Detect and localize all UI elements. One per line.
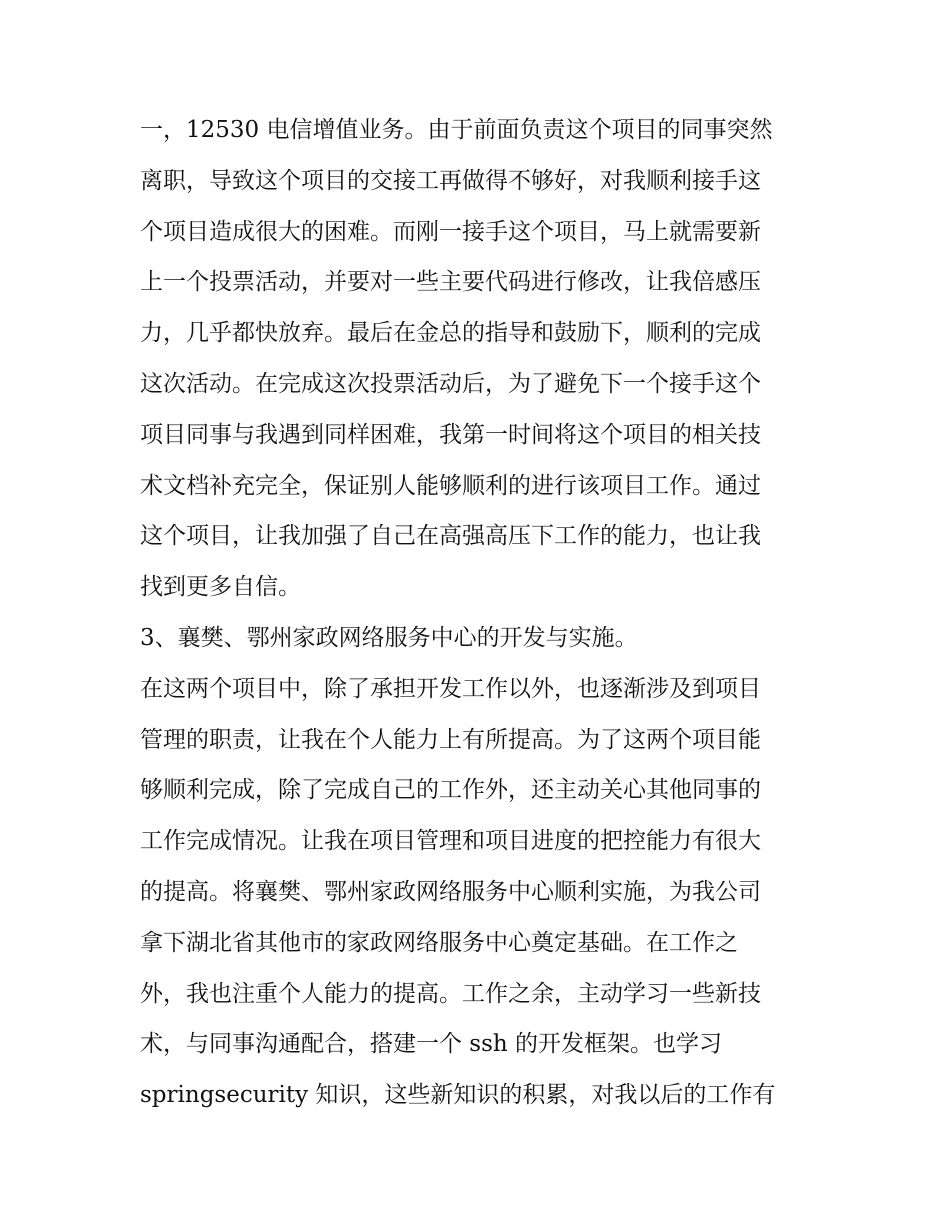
text-line: 管理的职责，让我在个人能力上有所提高。为了这两个项目能 — [140, 726, 761, 753]
text-line: 个项目造成很大的困难。而刚一接手这个项目，马上就需要新 — [140, 218, 761, 245]
text-line: 术文档补充完全，保证别人能够顺利的进行该项目工作。通过 — [140, 472, 761, 499]
document-body — [140, 105, 820, 1121]
text-line: 拿下湖北省其他市的家政网络服务中心奠定基础。在工作之 — [140, 929, 738, 956]
text-line: 的提高。将襄樊、鄂州家政网络服务中心顺利实施，为我公司 — [140, 878, 761, 905]
text-line: 力，几乎都快放弃。最后在金总的指导和鼓励下，顺利的完成 — [140, 320, 761, 347]
text-line: 上一个投票活动，并要对一些主要代码进行修改，让我倍感压 — [140, 269, 761, 296]
text-line: springsecurity 知识，这些新知识的积累，对我以后的工作有 — [140, 1082, 776, 1109]
text-line: 找到更多自信。 — [140, 574, 301, 601]
text-line: 这次活动。在完成这次投票活动后，为了避免下一个接手这个 — [140, 370, 761, 397]
text-line: 在这两个项目中，除了承担开发工作以外，也逐渐涉及到项目 — [140, 675, 761, 702]
text-line: 离职，导致这个项目的交接工再做得不够好，对我顺利接手这 — [140, 167, 761, 194]
text-line: 术，与同事沟通配合，搭建一个 ssh 的开发框架。也学习 — [140, 1031, 723, 1058]
text-line: 外，我也注重个人能力的提高。工作之余，主动学习一些新技 — [140, 980, 761, 1007]
text-line: 这个项目，让我加强了自己在高强高压下工作的能力，也让我 — [140, 523, 761, 550]
text-line: 够顺利完成，除了完成自己的工作外，还主动关心其他同事的 — [140, 777, 761, 804]
section-heading: 3、襄樊、鄂州家政网络服务中心的开发与实施。 — [140, 624, 638, 651]
text-line: 一，12530 电信增值业务。由于前面负责这个项目的同事突然 — [140, 117, 773, 143]
text-line: 项目同事与我遇到同样困难，我第一时间将这个项目的相关技 — [140, 421, 761, 448]
text-line: 工作完成情况。让我在项目管理和项目进度的把控能力有很大 — [140, 828, 761, 855]
